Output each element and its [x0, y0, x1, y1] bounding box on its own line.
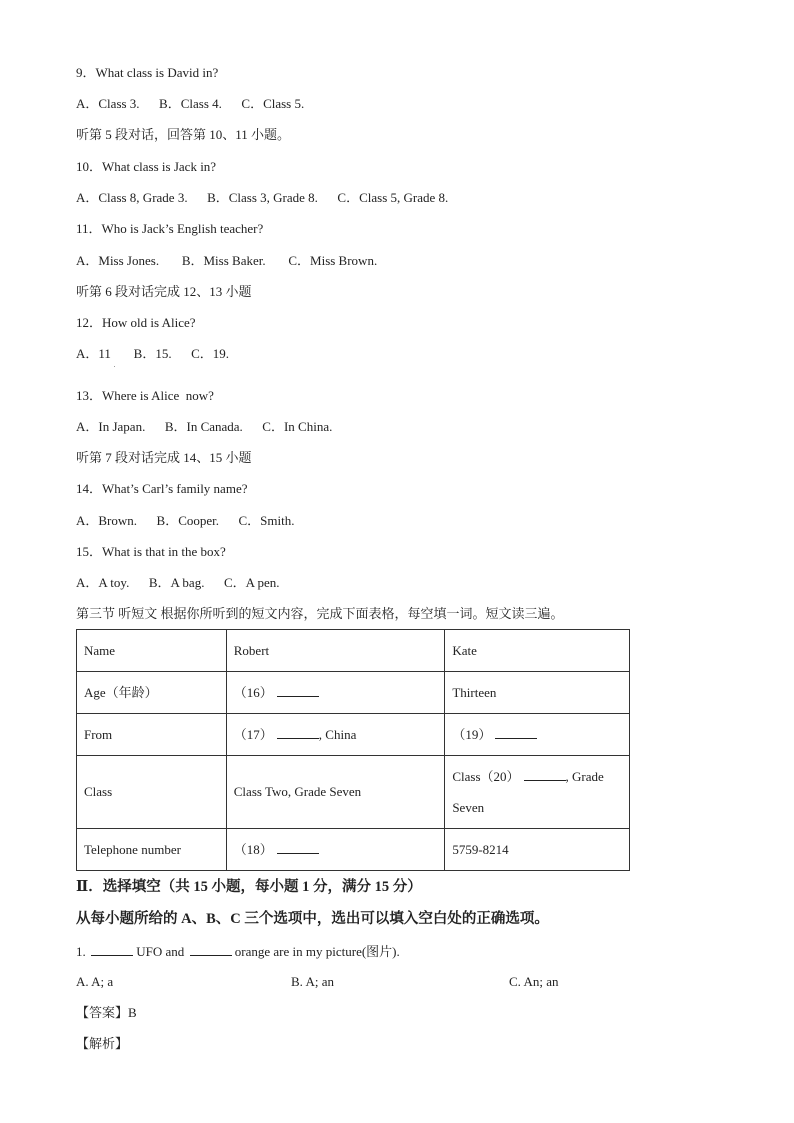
- blank-label: （16）: [233, 684, 273, 700]
- table-row: [77, 829, 630, 871]
- blank-suffix: , Grade: [565, 769, 604, 784]
- question-14-options: A．Brown. B．Cooper. C．Smith.: [76, 513, 295, 528]
- table-cell: Thirteen: [445, 672, 630, 714]
- section-6-instruction: 听第 6 段对话完成 12、13 小题: [76, 284, 252, 299]
- answer-label: 【答案】B: [76, 1005, 137, 1020]
- blank-suffix: , China: [318, 726, 357, 742]
- answer-blank[interactable]: [524, 768, 566, 781]
- table-cell: [445, 714, 630, 756]
- section-7-instruction: 听第 7 段对话完成 14、15 小题: [76, 450, 252, 465]
- section-5-instruction: 听第 5 段对话，回答第 10、11 小题。: [76, 127, 291, 142]
- answer-blank[interactable]: [277, 684, 319, 697]
- table-cell: [226, 672, 445, 714]
- question-14: 14．What’s Carl’s family name?: [76, 481, 248, 496]
- question-text: orange are in my picture(图片).: [234, 944, 400, 959]
- blank-label: （18）: [233, 841, 273, 857]
- blank-label: （19）: [452, 726, 492, 742]
- table-cell: 5759-8214: [445, 829, 630, 871]
- answer-blank[interactable]: [277, 841, 319, 854]
- part-2-question-1: [76, 943, 400, 960]
- question-12: 12．How old is Alice?: [76, 315, 196, 330]
- question-10-options: A．Class 8, Grade 3. B．Class 3, Grade 8. C．Class 5, Grade 8.: [76, 190, 449, 205]
- table-row: [77, 630, 630, 672]
- table-cell: Name: [77, 630, 227, 672]
- table-cell: [445, 756, 630, 829]
- answer-blank[interactable]: [91, 943, 133, 956]
- table-cell: Age（年龄）: [77, 672, 227, 714]
- part-2-instruction: 从每小题所给的 A、B、C 三个选项中，选出可以填入空白处的正确选项。: [76, 911, 549, 927]
- question-11-options: A．Miss Jones. B．Miss Baker. C．Miss Brown.: [76, 253, 378, 268]
- blank-label: Class（20）: [452, 769, 520, 784]
- table-cell: Kate: [445, 630, 630, 672]
- table-row: [77, 714, 630, 756]
- option-b: B. A; an: [291, 974, 334, 989]
- table-cell: [226, 829, 445, 871]
- cell-continuation: Seven: [452, 800, 485, 815]
- question-15: 15．What is that in the box?: [76, 544, 226, 559]
- part-2-title: Ⅱ．选择填空（共 15 小题，每小题 1 分，满分 15 分）: [76, 879, 422, 895]
- stray-dot: [114, 366, 115, 367]
- info-table: [76, 629, 630, 871]
- option-a: A. A; a: [76, 974, 114, 989]
- table-cell: Telephone number: [77, 829, 227, 871]
- answer-blank[interactable]: [277, 726, 319, 739]
- table-row: [77, 672, 630, 714]
- question-13: 13．Where is Alice now?: [76, 388, 214, 403]
- answer-blank[interactable]: [190, 943, 232, 956]
- question-9: 9．What class is David in?: [76, 65, 219, 80]
- question-10: 10．What class is Jack in?: [76, 159, 217, 174]
- question-number: 1.: [76, 944, 86, 959]
- question-11: 11．Who is Jack’s English teacher?: [76, 221, 264, 236]
- question-9-options: A．Class 3. B．Class 4. C．Class 5.: [76, 96, 305, 111]
- table-cell: Class Two, Grade Seven: [226, 756, 445, 829]
- blank-label: （17）: [233, 726, 273, 742]
- table-cell: From: [77, 714, 227, 756]
- table-cell: [226, 714, 445, 756]
- answer-blank[interactable]: [495, 726, 537, 739]
- question-13-options: A．In Japan. B．In Canada. C．In China.: [76, 419, 333, 434]
- question-12-options: A．11 B．15. C．19.: [76, 346, 229, 361]
- table-cell: Class: [77, 756, 227, 829]
- analysis-label: 【解析】: [76, 1036, 129, 1051]
- question-15-options: A．A toy. B．A bag. C．A pen.: [76, 575, 280, 590]
- option-c: C. An; an: [509, 974, 559, 989]
- question-text: UFO and: [136, 944, 185, 959]
- table-cell: Robert: [226, 630, 445, 672]
- section-3-instruction: 第三节 听短文 根据你所听到的短文内容，完成下面表格，每空填一词。短文读三遍。: [76, 606, 564, 621]
- table-row: [77, 756, 630, 829]
